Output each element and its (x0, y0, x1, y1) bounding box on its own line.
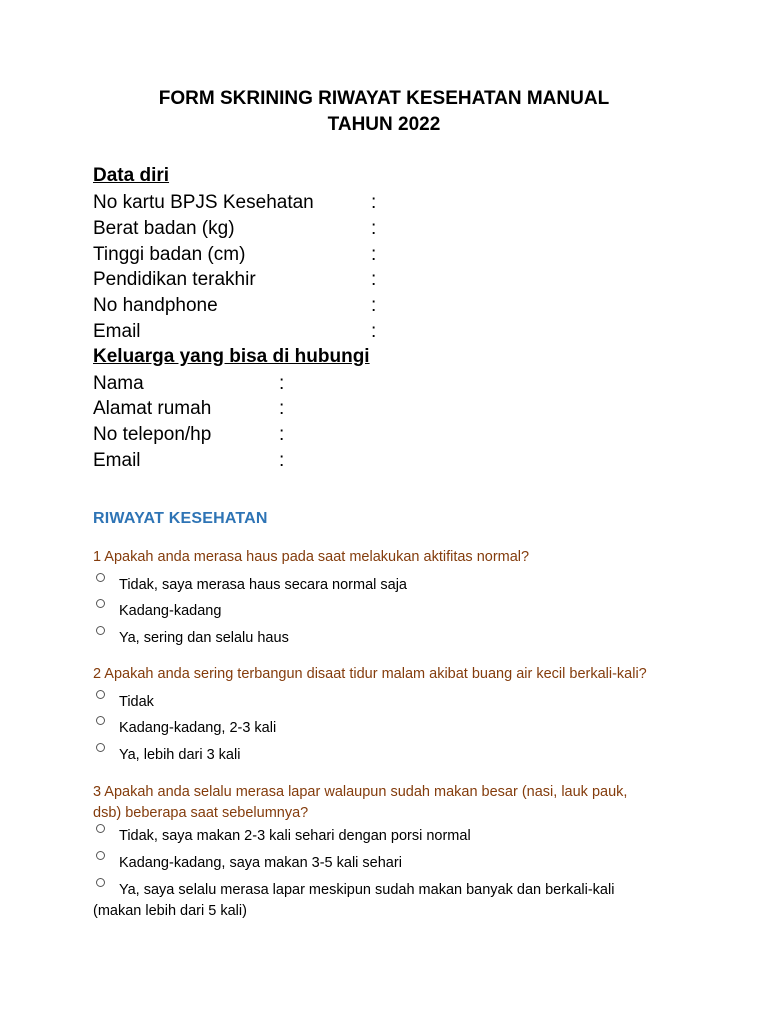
q2-option-1[interactable] (93, 692, 713, 713)
option-label: Kadang-kadang, saya makan 3-5 kali sehari (119, 855, 402, 871)
radio-button[interactable] (96, 824, 105, 833)
field-colon: : (371, 192, 377, 213)
option-label: Ya, saya selalu merasa lapar meskipun sudah makan banyak dan berkali-kali (119, 882, 615, 898)
data-diri-heading: Data diri (93, 165, 170, 186)
q2-option-3[interactable] (93, 745, 713, 766)
field-label: No kartu BPJS Kesehatan (93, 192, 314, 213)
q3-option-1[interactable] (93, 826, 713, 847)
keluarga-heading: Keluarga yang bisa di hubungi (93, 346, 370, 367)
radio-button[interactable] (96, 716, 105, 725)
field-label: No handphone (93, 295, 218, 316)
field-colon: : (279, 398, 285, 419)
option-label-continued: (makan lebih dari 5 kali) (93, 903, 247, 919)
field-colon: : (279, 373, 285, 394)
q1-option-1[interactable] (93, 575, 713, 596)
option-label: Tidak, saya makan 2-3 kali sehari dengan porsi normal (119, 828, 471, 844)
field-telepon (93, 424, 285, 446)
field-handphone (93, 295, 377, 317)
field-colon: : (371, 218, 377, 239)
field-pendidikan (93, 269, 377, 291)
question-2: 2 Apakah anda sering terbangun disaat tidur malam akibat buang air kecil berkali-kali? (93, 666, 647, 682)
field-colon: : (371, 244, 377, 265)
option-label: Kadang-kadang (119, 603, 222, 619)
radio-button[interactable] (96, 851, 105, 860)
field-tinggi (93, 244, 377, 266)
radio-button[interactable] (96, 599, 105, 608)
field-label: Berat badan (kg) (93, 218, 235, 239)
question-3 (93, 782, 713, 824)
q1-option-2[interactable] (93, 601, 713, 622)
q3-option-2[interactable] (93, 853, 713, 874)
field-colon: : (371, 269, 377, 290)
question-1: 1 Apakah anda merasa haus pada saat melakukan aktifitas normal? (93, 549, 530, 565)
radio-button[interactable] (96, 573, 105, 582)
form-year: TAHUN 2022 (327, 114, 441, 135)
field-label: Email (93, 321, 141, 342)
field-berat (93, 218, 377, 240)
option-label: Ya, lebih dari 3 kali (119, 747, 241, 763)
field-alamat (93, 398, 285, 420)
field-label: Email (93, 450, 141, 471)
field-nama (93, 373, 285, 395)
field-label: Nama (93, 373, 144, 394)
field-colon: : (371, 321, 377, 342)
field-colon: : (279, 450, 285, 471)
field-bpjs (93, 192, 377, 214)
radio-button[interactable] (96, 743, 105, 752)
form-title: FORM SKRINING RIWAYAT KESEHATAN MANUAL (158, 88, 610, 109)
q2-option-2[interactable] (93, 718, 713, 739)
field-label: Alamat rumah (93, 398, 212, 419)
field-label: No telepon/hp (93, 424, 212, 445)
radio-button[interactable] (96, 626, 105, 635)
q1-option-3[interactable] (93, 628, 713, 649)
field-label: Tinggi badan (cm) (93, 244, 246, 265)
q3-option-3[interactable] (93, 880, 713, 922)
option-label: Ya, sering dan selalu haus (119, 630, 289, 646)
option-label: Tidak, saya merasa haus secara normal saja (119, 577, 407, 593)
radio-button[interactable] (96, 878, 105, 887)
question-3-line-1: 3 Apakah anda selalu merasa lapar walaupun sudah makan besar (nasi, lauk pauk, (93, 784, 628, 800)
riwayat-title: RIWAYAT KESEHATAN (93, 510, 268, 527)
field-label: Pendidikan terakhir (93, 269, 256, 290)
option-label: Tidak (119, 694, 154, 710)
field-email-keluarga (93, 450, 285, 472)
question-3-line-2: dsb) beberapa saat sebelumnya? (93, 805, 309, 821)
field-colon: : (279, 424, 285, 445)
radio-button[interactable] (96, 690, 105, 699)
field-colon: : (371, 295, 377, 316)
field-email (93, 321, 377, 343)
option-label: Kadang-kadang, 2-3 kali (119, 720, 277, 736)
